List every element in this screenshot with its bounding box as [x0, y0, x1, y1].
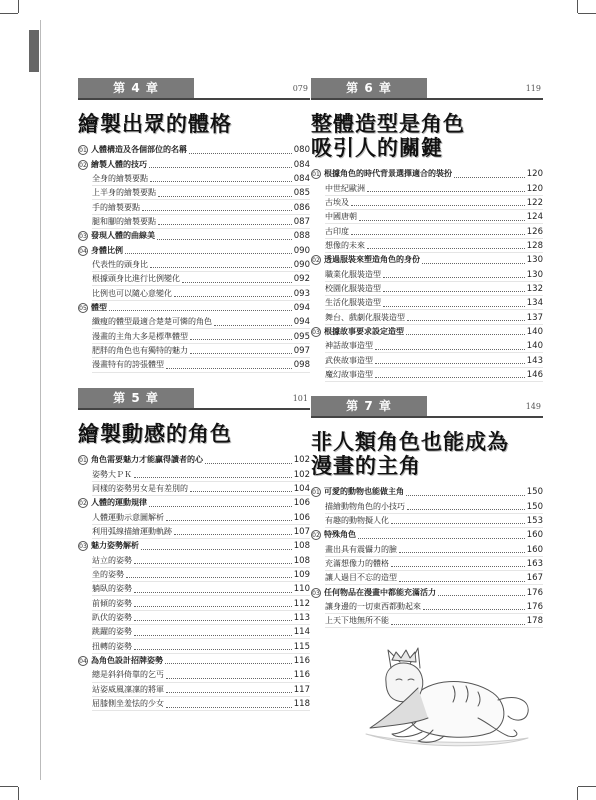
toc-entry-row: [78, 582, 310, 596]
dot-leader: [158, 196, 292, 197]
toc-entry-row: [78, 596, 310, 610]
section-number-badge: 01: [312, 171, 320, 179]
dot-leader: [351, 205, 525, 206]
toc-entry-row: [311, 210, 543, 224]
toc-entry-row: [78, 215, 310, 229]
toc-page-number: 109: [293, 569, 310, 580]
toc-section-row: [78, 654, 310, 668]
section-number-badge: 03: [79, 233, 87, 241]
toc-page-number: 102: [293, 455, 310, 466]
dot-leader: [190, 491, 292, 492]
toc-entry-label: 躺臥的姿勢: [92, 584, 132, 594]
cat-character-illustration: [358, 638, 538, 756]
toc-page-number: 094: [293, 317, 310, 328]
toc-entry-label: 古埃及: [325, 197, 349, 207]
section-number-badge: 04: [79, 657, 87, 665]
toc-page-number: 104: [293, 483, 310, 494]
toc-entry-label: 古印度: [325, 226, 349, 236]
toc-entry-row: [78, 286, 310, 300]
section-number-badge: 04: [79, 247, 87, 255]
dot-leader: [134, 563, 292, 564]
dot-leader: [157, 239, 292, 240]
toc-entry-label: 發現人體的曲線美: [91, 231, 155, 241]
dot-leader: [141, 549, 292, 550]
dot-leader: [454, 177, 525, 178]
dot-leader: [422, 263, 525, 264]
crop-mark-top-left-v: [18, 0, 19, 13]
chapter-6-section: [311, 78, 543, 382]
toc-entry-row: [311, 339, 543, 353]
toc-entry-label: 肥胖的角色也有獨特的魅力: [92, 345, 188, 355]
toc-page-number: 122: [526, 197, 543, 208]
toc-section-row: [311, 585, 543, 599]
dot-leader: [166, 520, 292, 521]
section-number-badge: 02: [79, 161, 87, 169]
crop-mark-bottom-left-v: [18, 787, 19, 800]
toc-entry-label: 描繪動物角色的小技巧: [325, 501, 405, 511]
section-number-badge: 01: [312, 489, 320, 497]
chapter-title: [78, 112, 310, 136]
toc-section-row: [78, 301, 310, 315]
toc-page-number: 112: [293, 598, 310, 609]
dot-leader: [166, 707, 292, 708]
toc-entry-row: [311, 499, 543, 513]
toc-page-number: 146: [526, 369, 543, 380]
toc-section-row: [78, 539, 310, 553]
chapter-header: [311, 78, 543, 100]
dot-leader: [126, 577, 292, 578]
dot-leader: [407, 320, 525, 321]
dot-leader: [406, 495, 525, 496]
toc-list: [311, 485, 543, 628]
dot-leader: [134, 606, 292, 607]
toc-page-number: 130: [526, 269, 543, 280]
toc-page-number: 150: [526, 487, 543, 498]
toc-entry-row: [78, 568, 310, 582]
dot-leader: [165, 663, 292, 664]
toc-entry-label: 充滿想像力的體格: [325, 558, 389, 568]
toc-page-number: 108: [293, 555, 310, 566]
toc-entry-row: [78, 172, 310, 186]
toc-entry-label: 全身的繪製要點: [92, 173, 148, 183]
toc-entry-row: [311, 614, 543, 628]
toc-page-number: 178: [526, 616, 543, 627]
toc-entry-row: [78, 525, 310, 539]
toc-entry-row: [78, 668, 310, 682]
toc-entry-label: 根據頭身比進行比例變化: [92, 274, 180, 284]
toc-entry-label: 神話故事造型: [325, 341, 373, 351]
chapter-title-line: 吸引人的關鍵: [311, 136, 443, 160]
toc-entry-row: [78, 611, 310, 625]
toc-page-number: 080: [293, 145, 310, 156]
dot-leader: [190, 339, 292, 340]
toc-entry-row: [78, 272, 310, 286]
toc-entry-row: [311, 368, 543, 382]
dot-leader: [383, 277, 525, 278]
dot-leader: [205, 463, 292, 464]
chapter-title: [311, 112, 543, 160]
toc-page-number: 134: [526, 298, 543, 309]
toc-entry-row: [78, 553, 310, 567]
crop-mark-top-right-v: [577, 0, 578, 13]
toc-entry-label: 校園化服裝造型: [325, 283, 381, 293]
chapter-title-line: 繪製動感的角色: [78, 422, 232, 446]
chapter-title: [78, 422, 310, 446]
toc-page-number: 093: [293, 288, 310, 299]
dot-leader: [391, 566, 525, 567]
dot-leader: [375, 363, 525, 364]
toc-page-number: 140: [526, 341, 543, 352]
toc-page-number: 090: [293, 245, 310, 256]
toc-page-number: 116: [293, 670, 310, 681]
toc-entry-label: 手的繪製要點: [92, 202, 140, 212]
dot-leader: [359, 220, 525, 221]
toc-entry-label: 武俠故事造型: [325, 355, 373, 365]
chapter-header: [311, 396, 543, 418]
toc-entry-label: 想像的未來: [325, 240, 365, 250]
dot-leader: [182, 282, 292, 283]
toc-entry-label: 總是斜斜倚靠的乞丐: [92, 670, 164, 680]
toc-entry-row: [78, 683, 310, 697]
toc-entry-row: [311, 600, 543, 614]
dot-leader: [407, 509, 525, 510]
toc-page-number: 120: [526, 169, 543, 180]
toc-entry-label: 根據故事要求設定造型: [324, 326, 404, 336]
chapter-header: [78, 78, 310, 100]
toc-page-number: 124: [526, 212, 543, 223]
toc-entry-label: 跳躍的姿勢: [92, 627, 132, 637]
dot-leader: [214, 325, 292, 326]
toc-page-number: 106: [293, 498, 310, 509]
toc-page-number: 095: [293, 331, 310, 342]
toc-entry-row: [311, 224, 543, 238]
toc-entry-label: 扭轉的姿勢: [92, 641, 132, 651]
toc-entry-label: 魔幻故事造型: [325, 369, 373, 379]
toc-list: [311, 167, 543, 382]
toc-entry-label: 站姿威風凜凜的將軍: [92, 684, 164, 694]
toc-page-number: 087: [293, 216, 310, 227]
toc-page-number: 117: [293, 684, 310, 695]
toc-entry-row: [311, 267, 543, 281]
section-number-badge: 01: [79, 457, 87, 465]
toc-entry-label: 畫出具有震懾力的臉: [325, 544, 397, 554]
toc-entry-row: [78, 358, 310, 372]
toc-section-row: [78, 496, 310, 510]
toc-entry-label: 繪製人體的技巧: [91, 159, 147, 169]
crop-mark-top-left-h: [0, 13, 18, 14]
toc-section-row: [311, 485, 543, 499]
toc-page-number: 090: [293, 259, 310, 270]
chapter-header: [78, 388, 310, 410]
toc-entry-label: 坐的姿勢: [92, 569, 124, 579]
dot-leader: [134, 620, 292, 621]
toc-entry-label: 有趣的動物擬人化: [325, 515, 389, 525]
chapter-tab: 第 4 章: [78, 78, 194, 98]
section-number-badge: 05: [79, 304, 87, 312]
toc-entry-label: 可愛的動物也能做主角: [324, 487, 404, 497]
toc-page-number: 088: [293, 231, 310, 242]
section-number-badge: 01: [79, 147, 87, 155]
toc-entry-row: [78, 344, 310, 358]
toc-list: [78, 453, 310, 711]
chapter-tab: 第 5 章: [78, 388, 194, 408]
toc-entry-label: 透過服裝來塑造角色的身份: [324, 255, 420, 265]
toc-entry-row: [311, 181, 543, 195]
dot-leader: [438, 595, 525, 596]
toc-page-number: 107: [293, 526, 310, 537]
toc-entry-row: [311, 282, 543, 296]
toc-entry-label: 生活化服裝造型: [325, 298, 381, 308]
toc-entry-label: 讓身邊的一切東西都動起來: [325, 601, 421, 611]
toc-entry-row: [311, 310, 543, 324]
toc-entry-row: [78, 200, 310, 214]
toc-entry-row: [78, 315, 310, 329]
chapter-title: [311, 430, 543, 478]
dot-leader: [375, 349, 525, 350]
toc-entry-label: 特殊角色: [324, 530, 356, 540]
section-number-badge: 03: [312, 589, 320, 597]
toc-page-number: 116: [293, 655, 310, 666]
toc-page-number: 143: [526, 355, 543, 366]
dot-leader: [142, 210, 292, 211]
toc-entry-label: 人體構造及各個部位的名稱: [91, 145, 187, 155]
toc-entry-label: 漫畫特有的誇張體型: [92, 360, 164, 370]
toc-entry-label: 人體的運動規律: [91, 498, 147, 508]
toc-section-row: [78, 243, 310, 257]
toc-entry-label: 根據角色的時代背景選擇適合的裝扮: [324, 169, 452, 179]
toc-page-number: 176: [526, 601, 543, 612]
chapter-start-page: 101: [292, 394, 308, 403]
toc-section-row: [311, 167, 543, 181]
dot-leader: [134, 635, 292, 636]
toc-section-row: [78, 157, 310, 171]
toc-entry-label: 同樣的姿勢男女是有差別的: [92, 483, 188, 493]
toc-entry-row: [78, 510, 310, 524]
toc-entry-row: [311, 542, 543, 556]
dot-leader: [367, 191, 525, 192]
toc-page-number: 086: [293, 202, 310, 213]
toc-section-row: [311, 528, 543, 542]
dot-leader: [150, 181, 292, 182]
toc-entry-label: 上半身的繪製要點: [92, 188, 156, 198]
dot-leader: [150, 267, 292, 268]
toc-entry-label: 站立的姿勢: [92, 555, 132, 565]
dot-leader: [134, 477, 292, 478]
dot-leader: [383, 306, 525, 307]
toc-entry-label: 讓人過目不忘的造型: [325, 573, 397, 583]
toc-page-number: 094: [293, 302, 310, 313]
toc-page-number: 097: [293, 345, 310, 356]
toc-entry-row: [78, 467, 310, 481]
toc-page-number: 102: [293, 469, 310, 480]
chapter-tab: 第 7 章: [311, 396, 427, 416]
toc-entry-row: [311, 557, 543, 571]
dot-leader: [134, 649, 292, 650]
toc-page-number: 110: [293, 584, 310, 595]
chapter-5-section: [78, 388, 310, 711]
toc-page-number: 092: [293, 274, 310, 285]
toc-page-number: 114: [293, 627, 310, 638]
dot-leader: [125, 253, 292, 254]
toc-section-row: [78, 229, 310, 243]
toc-page-number: 153: [526, 515, 543, 526]
dot-leader: [375, 377, 525, 378]
section-number-badge: 02: [79, 500, 87, 508]
toc-page-number: 137: [526, 312, 543, 323]
toc-entry-row: [78, 639, 310, 653]
chapter-start-page: 119: [525, 84, 541, 93]
dot-leader: [149, 167, 292, 168]
toc-page-number: 130: [526, 255, 543, 266]
thumb-index-tab: [29, 30, 39, 72]
toc-section-row: [78, 143, 310, 157]
margin-guide-line: [40, 20, 41, 780]
toc-page-number: 140: [526, 326, 543, 337]
dot-leader: [166, 678, 292, 679]
toc-page-number: 120: [526, 183, 543, 194]
toc-page-number: 106: [293, 512, 310, 523]
toc-page-number: 167: [526, 573, 543, 584]
toc-entry-label: 舞台、戲劇化服裝造型: [325, 312, 405, 322]
dot-leader: [383, 291, 525, 292]
chapter-start-page: 079: [292, 84, 308, 93]
section-number-badge: 02: [312, 257, 320, 265]
toc-page-number: 176: [526, 587, 543, 598]
toc-entry-label: 中世紀歐洲: [325, 183, 365, 193]
chapter-title-line: 繪製出眾的體格: [78, 112, 232, 136]
toc-page-number: 128: [526, 240, 543, 251]
dot-leader: [358, 538, 525, 539]
toc-entry-label: 體型: [91, 302, 107, 312]
toc-entry-row: [311, 353, 543, 367]
toc-page-number: 115: [293, 641, 310, 652]
section-number-badge: 02: [312, 532, 320, 540]
toc-entry-row: [78, 482, 310, 496]
toc-section-row: [311, 325, 543, 339]
chapter-tab: 第 6 章: [311, 78, 427, 98]
dot-leader: [190, 353, 292, 354]
toc-entry-label: 姿勢大ＰＫ: [92, 469, 132, 479]
toc-entry-label: 屈膝側坐羞怯的少女: [92, 699, 164, 709]
toc-entry-row: [78, 258, 310, 272]
dot-leader: [174, 296, 292, 297]
toc-list: [78, 143, 310, 373]
crop-mark-bottom-right-v: [577, 787, 578, 800]
toc-entry-label: 上天下地無所不能: [325, 616, 389, 626]
toc-page-number: 160: [526, 544, 543, 555]
toc-entry-label: 代表性的頭身比: [92, 259, 148, 269]
toc-page-number: 160: [526, 530, 543, 541]
crop-mark-bottom-right-h: [578, 786, 596, 787]
toc-entry-label: 任何物品在漫畫中都能充滿活力: [324, 587, 436, 597]
dot-leader: [367, 248, 525, 249]
chapter-title-line: 非人類角色也能成為: [311, 430, 509, 454]
dot-leader: [423, 609, 525, 610]
section-number-badge: 03: [312, 328, 320, 336]
dot-leader: [406, 334, 525, 335]
toc-entry-label: 比例也可以隨心意變化: [92, 288, 172, 298]
toc-entry-row: [311, 296, 543, 310]
toc-page-number: 113: [293, 612, 310, 623]
toc-entry-label: 利用弧線描繪運動軌跡: [92, 526, 172, 536]
toc-entry-label: 趴伏的姿勢: [92, 612, 132, 622]
dot-leader: [158, 224, 292, 225]
toc-entry-row: [78, 625, 310, 639]
toc-entry-label: 人體運動示意圖解析: [92, 512, 164, 522]
toc-page-number: 084: [293, 159, 310, 170]
dot-leader: [351, 234, 525, 235]
dot-leader: [149, 506, 292, 507]
toc-page-number: 118: [293, 699, 310, 710]
dot-leader: [399, 581, 525, 582]
toc-entry-label: 為角色設計招牌姿勢: [91, 655, 163, 665]
toc-entry-label: 職業化服裝造型: [325, 269, 381, 279]
toc-page-number: 150: [526, 501, 543, 512]
toc-entry-row: [311, 514, 543, 528]
toc-entry-label: 角色需要魅力才能贏得讀者的心: [91, 455, 203, 465]
toc-section-row: [78, 453, 310, 467]
dot-leader: [166, 368, 292, 369]
toc-page-number: 163: [526, 558, 543, 569]
chapter-title-line: 整體造型是角色: [311, 112, 465, 136]
dot-leader: [391, 523, 525, 524]
dot-leader: [109, 310, 292, 311]
toc-entry-label: 纖瘦的體型最適合楚楚可憐的角色: [92, 317, 212, 327]
toc-entry-label: 身體比例: [91, 245, 123, 255]
dot-leader: [134, 592, 292, 593]
chapter-title-line: 漫畫的主角: [311, 454, 421, 478]
toc-page-number: 108: [293, 541, 310, 552]
toc-section-row: [311, 253, 543, 267]
chapter-start-page: 149: [525, 402, 541, 411]
toc-entry-row: [311, 196, 543, 210]
toc-entry-row: [311, 571, 543, 585]
chapter-7-section: [311, 396, 543, 628]
crop-mark-top-right-h: [578, 13, 596, 14]
toc-entry-label: 魅力姿勢解析: [91, 541, 139, 551]
dot-leader: [174, 534, 292, 535]
toc-entry-row: [78, 186, 310, 200]
toc-page-number: 126: [526, 226, 543, 237]
chapter-4-section: [78, 78, 310, 373]
toc-entry-label: 漫畫的主角大多是標準體型: [92, 331, 188, 341]
toc-entry-row: [78, 329, 310, 343]
toc-entry-label: 腿和腳的繪製要點: [92, 216, 156, 226]
dot-leader: [391, 624, 525, 625]
toc-page-number: 098: [293, 360, 310, 371]
toc-entry-row: [311, 239, 543, 253]
dot-leader: [399, 552, 525, 553]
toc-entry-row: [78, 697, 310, 711]
section-number-badge: 03: [79, 543, 87, 551]
toc-page-number: 084: [293, 173, 310, 184]
dot-leader: [189, 153, 292, 154]
toc-page-number: 132: [526, 283, 543, 294]
toc-page-number: 085: [293, 188, 310, 199]
toc-entry-label: 中國唐朝: [325, 212, 357, 222]
crop-mark-bottom-left-h: [0, 786, 18, 787]
toc-entry-label: 前傾的姿勢: [92, 598, 132, 608]
dot-leader: [166, 692, 292, 693]
